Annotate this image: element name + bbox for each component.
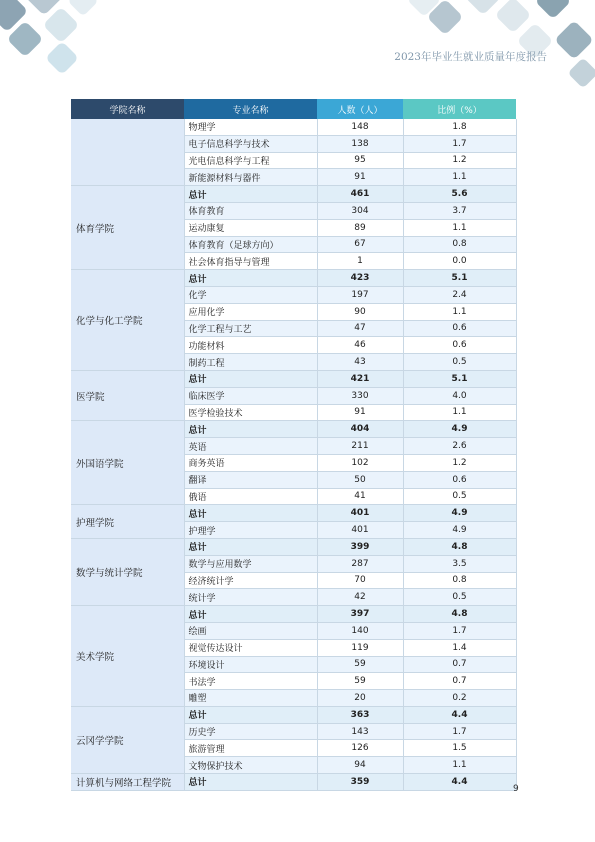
table-body bbox=[71, 119, 516, 790]
major-name-cell: 体育教育（足球方向） bbox=[184, 236, 317, 253]
ratio-cell: 3.7 bbox=[403, 202, 516, 219]
ratio-cell: 3.5 bbox=[403, 555, 516, 572]
major-name-cell: 数学与应用数学 bbox=[184, 555, 317, 572]
count-cell: 143 bbox=[317, 723, 403, 740]
college-name-cell: 数学与统计学院 bbox=[71, 538, 184, 605]
major-name-cell: 俄语 bbox=[184, 488, 317, 505]
table-total-row bbox=[71, 538, 516, 555]
count-cell: 20 bbox=[317, 690, 403, 707]
major-name-cell: 书法学 bbox=[184, 673, 317, 690]
major-name-cell: 体育教育 bbox=[184, 202, 317, 219]
count-cell: 95 bbox=[317, 152, 403, 169]
major-name-cell: 护理学 bbox=[184, 522, 317, 539]
major-name-cell: 物理学 bbox=[184, 119, 317, 135]
count-cell: 102 bbox=[317, 454, 403, 471]
ratio-cell: 1.1 bbox=[403, 404, 516, 421]
count-cell: 401 bbox=[317, 505, 403, 522]
ratio-cell: 1.1 bbox=[403, 757, 516, 774]
ratio-cell: 4.9 bbox=[403, 421, 516, 438]
ratio-cell: 4.8 bbox=[403, 606, 516, 623]
ratio-cell: 4.9 bbox=[403, 522, 516, 539]
count-cell: 94 bbox=[317, 757, 403, 774]
count-cell: 399 bbox=[317, 538, 403, 555]
college-name-cell: 化学与化工学院 bbox=[71, 270, 184, 371]
count-cell: 59 bbox=[317, 673, 403, 690]
major-name-cell: 功能材料 bbox=[184, 337, 317, 354]
college-name-cell: 云冈学学院 bbox=[71, 706, 184, 773]
column-header-major: 专业名称 bbox=[184, 99, 317, 119]
ratio-cell: 5.1 bbox=[403, 270, 516, 287]
count-cell: 140 bbox=[317, 622, 403, 639]
college-name-cell: 外国语学院 bbox=[71, 421, 184, 505]
ratio-cell: 1.2 bbox=[403, 152, 516, 169]
column-header-count: 人数（人） bbox=[317, 99, 403, 119]
table-total-row bbox=[71, 370, 516, 387]
count-cell: 46 bbox=[317, 337, 403, 354]
ratio-cell: 1.4 bbox=[403, 639, 516, 656]
ratio-cell: 1.8 bbox=[403, 119, 516, 135]
table-total-row bbox=[71, 505, 516, 522]
count-cell: 59 bbox=[317, 656, 403, 673]
ratio-cell: 4.4 bbox=[403, 774, 516, 791]
ratio-cell: 0.2 bbox=[403, 690, 516, 707]
count-cell: 138 bbox=[317, 135, 403, 152]
count-cell: 287 bbox=[317, 555, 403, 572]
ratio-cell: 2.4 bbox=[403, 286, 516, 303]
ratio-cell: 1.1 bbox=[403, 303, 516, 320]
major-name-cell: 应用化学 bbox=[184, 303, 317, 320]
major-name-cell: 总计 bbox=[184, 774, 317, 791]
ratio-cell: 1.2 bbox=[403, 454, 516, 471]
count-cell: 423 bbox=[317, 270, 403, 287]
count-cell: 211 bbox=[317, 438, 403, 455]
count-cell: 43 bbox=[317, 354, 403, 371]
count-cell: 89 bbox=[317, 219, 403, 236]
left-diamond-cluster bbox=[0, 0, 99, 75]
college-name-cell: 医学院 bbox=[71, 370, 184, 420]
count-cell: 90 bbox=[317, 303, 403, 320]
major-name-cell: 经济统计学 bbox=[184, 572, 317, 589]
college-name-cell: 体育学院 bbox=[71, 186, 184, 270]
major-name-cell: 化学工程与工艺 bbox=[184, 320, 317, 337]
ratio-cell: 4.4 bbox=[403, 706, 516, 723]
report-title: 2023年毕业生就业质量年度报告 bbox=[394, 51, 547, 63]
major-name-cell: 旅游管理 bbox=[184, 740, 317, 757]
major-name-cell: 总计 bbox=[184, 421, 317, 438]
major-name-cell: 历史学 bbox=[184, 723, 317, 740]
count-cell: 91 bbox=[317, 169, 403, 186]
major-name-cell: 视觉传达设计 bbox=[184, 639, 317, 656]
college-name-cell bbox=[71, 119, 184, 186]
ratio-cell: 0.8 bbox=[403, 572, 516, 589]
count-cell: 42 bbox=[317, 589, 403, 606]
count-cell: 404 bbox=[317, 421, 403, 438]
major-name-cell: 总计 bbox=[184, 538, 317, 555]
table-total-row bbox=[71, 706, 516, 723]
table-total-row bbox=[71, 606, 516, 623]
column-header-college: 学院名称 bbox=[71, 99, 184, 119]
table-total-row bbox=[71, 774, 516, 791]
ratio-cell: 0.0 bbox=[403, 253, 516, 270]
ratio-cell: 1.7 bbox=[403, 622, 516, 639]
major-name-cell: 雕塑 bbox=[184, 690, 317, 707]
major-name-cell: 总计 bbox=[184, 270, 317, 287]
count-cell: 363 bbox=[317, 706, 403, 723]
employment-table bbox=[71, 99, 517, 791]
major-name-cell: 统计学 bbox=[184, 589, 317, 606]
ratio-cell: 0.6 bbox=[403, 471, 516, 488]
count-cell: 1 bbox=[317, 253, 403, 270]
major-name-cell: 制药工程 bbox=[184, 354, 317, 371]
count-cell: 47 bbox=[317, 320, 403, 337]
major-name-cell: 运动康复 bbox=[184, 219, 317, 236]
major-name-cell: 总计 bbox=[184, 505, 317, 522]
ratio-cell: 1.5 bbox=[403, 740, 516, 757]
major-name-cell: 临床医学 bbox=[184, 387, 317, 404]
ratio-cell: 0.6 bbox=[403, 320, 516, 337]
major-name-cell: 总计 bbox=[184, 606, 317, 623]
ratio-cell: 0.7 bbox=[403, 673, 516, 690]
ratio-cell: 1.7 bbox=[403, 135, 516, 152]
ratio-cell: 4.9 bbox=[403, 505, 516, 522]
page-number: 9 bbox=[513, 784, 519, 794]
major-name-cell: 文物保护技术 bbox=[184, 757, 317, 774]
ratio-cell: 0.6 bbox=[403, 337, 516, 354]
count-cell: 70 bbox=[317, 572, 403, 589]
ratio-cell: 0.8 bbox=[403, 236, 516, 253]
count-cell: 401 bbox=[317, 522, 403, 539]
count-cell: 304 bbox=[317, 202, 403, 219]
right-diamond-cluster bbox=[407, 0, 595, 89]
college-name-cell: 护理学院 bbox=[71, 505, 184, 539]
college-name-cell: 美术学院 bbox=[71, 606, 184, 707]
ratio-cell: 5.6 bbox=[403, 186, 516, 203]
count-cell: 119 bbox=[317, 639, 403, 656]
ratio-cell: 5.1 bbox=[403, 370, 516, 387]
ratio-cell: 0.5 bbox=[403, 488, 516, 505]
major-name-cell: 新能源材料与器件 bbox=[184, 169, 317, 186]
ratio-cell: 4.0 bbox=[403, 387, 516, 404]
ratio-cell: 0.7 bbox=[403, 656, 516, 673]
count-cell: 330 bbox=[317, 387, 403, 404]
major-name-cell: 绘画 bbox=[184, 622, 317, 639]
major-name-cell: 电子信息科学与技术 bbox=[184, 135, 317, 152]
ratio-cell: 0.5 bbox=[403, 589, 516, 606]
count-cell: 461 bbox=[317, 186, 403, 203]
count-cell: 421 bbox=[317, 370, 403, 387]
ratio-cell: 1.1 bbox=[403, 219, 516, 236]
major-name-cell: 环境设计 bbox=[184, 656, 317, 673]
count-cell: 67 bbox=[317, 236, 403, 253]
major-name-cell: 总计 bbox=[184, 370, 317, 387]
major-name-cell: 商务英语 bbox=[184, 454, 317, 471]
count-cell: 359 bbox=[317, 774, 403, 791]
table-header-row bbox=[71, 99, 516, 119]
count-cell: 148 bbox=[317, 119, 403, 135]
count-cell: 91 bbox=[317, 404, 403, 421]
column-header-ratio: 比例（%） bbox=[403, 99, 516, 119]
major-name-cell: 翻译 bbox=[184, 471, 317, 488]
ratio-cell: 0.5 bbox=[403, 354, 516, 371]
table-total-row bbox=[71, 270, 516, 287]
ratio-cell: 1.1 bbox=[403, 169, 516, 186]
table-total-row bbox=[71, 421, 516, 438]
major-name-cell: 化学 bbox=[184, 286, 317, 303]
major-name-cell: 总计 bbox=[184, 186, 317, 203]
table-row bbox=[71, 119, 516, 135]
table-total-row bbox=[71, 186, 516, 203]
ratio-cell: 1.7 bbox=[403, 723, 516, 740]
count-cell: 50 bbox=[317, 471, 403, 488]
count-cell: 197 bbox=[317, 286, 403, 303]
major-name-cell: 光电信息科学与工程 bbox=[184, 152, 317, 169]
major-name-cell: 医学检验技术 bbox=[184, 404, 317, 421]
count-cell: 126 bbox=[317, 740, 403, 757]
college-name-cell: 计算机与网络工程学院 bbox=[71, 774, 184, 791]
count-cell: 397 bbox=[317, 606, 403, 623]
major-name-cell: 英语 bbox=[184, 438, 317, 455]
major-name-cell: 社会体育指导与管理 bbox=[184, 253, 317, 270]
major-name-cell: 总计 bbox=[184, 706, 317, 723]
ratio-cell: 4.8 bbox=[403, 538, 516, 555]
count-cell: 41 bbox=[317, 488, 403, 505]
ratio-cell: 2.6 bbox=[403, 438, 516, 455]
